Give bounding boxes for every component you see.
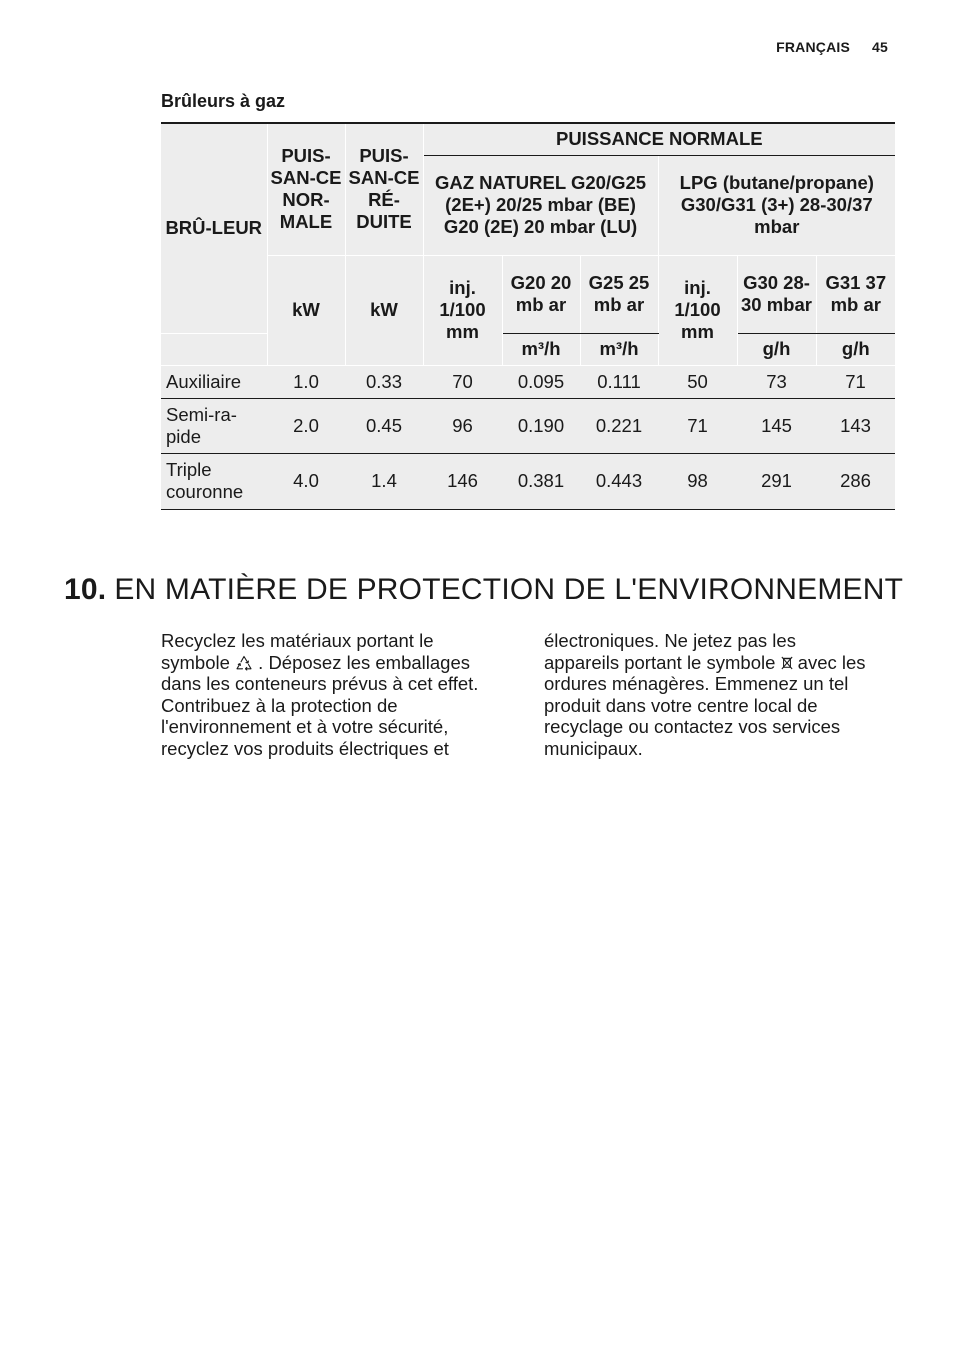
cell-g31: 71 bbox=[816, 365, 895, 398]
table-title: Brûleurs à gaz bbox=[161, 91, 286, 111]
unit-gh-g31: g/h bbox=[816, 333, 895, 365]
burner-name: Auxiliaire bbox=[161, 365, 267, 398]
running-header bbox=[776, 39, 888, 55]
table-row bbox=[161, 398, 895, 453]
header-bruleur: BRÛ-LEUR bbox=[161, 123, 267, 333]
header-bruleur-spacer bbox=[161, 333, 267, 365]
paragraph-contribute: Contribuez à la protection de l'environnement et à votre sécurité, recyclez vos produits électriques et bbox=[161, 694, 449, 759]
cell-g30: 145 bbox=[737, 398, 816, 453]
unit-m3h-g25: m³/h bbox=[580, 333, 658, 365]
cell-reduite: 1.4 bbox=[345, 453, 423, 509]
unit-m3h-g20: m³/h bbox=[502, 333, 580, 365]
cell-g25: 0.443 bbox=[580, 453, 658, 509]
cell-g30: 73 bbox=[737, 365, 816, 398]
header-g25: G25 25 mb ar bbox=[580, 255, 658, 333]
cell-g25: 0.111 bbox=[580, 365, 658, 398]
language-label: FRANÇAIS bbox=[776, 39, 851, 55]
page-number: 45 bbox=[872, 39, 888, 55]
crossed-bin-icon bbox=[781, 655, 793, 671]
text-weee-start: électroniques. Ne jetez pas les appareils portant le symbole bbox=[544, 630, 796, 673]
body-column-left bbox=[161, 630, 491, 759]
unit-kw-reduite: kW bbox=[345, 255, 423, 365]
header-puissance-normale-group: PUISSANCE NORMALE bbox=[423, 123, 895, 155]
cell-normale: 2.0 bbox=[267, 398, 345, 453]
cell-g20: 0.381 bbox=[502, 453, 580, 509]
cell-inj-ng: 70 bbox=[423, 365, 502, 398]
gas-burner-table bbox=[161, 122, 895, 510]
cell-g31: 286 bbox=[816, 453, 895, 509]
body-column-right bbox=[544, 630, 874, 759]
header-g30: G30 28-30 mbar bbox=[737, 255, 816, 333]
header-inj-ng: inj. 1/100 mm bbox=[423, 255, 502, 365]
section-number: 10. bbox=[64, 573, 107, 606]
header-g31: G31 37 mb ar bbox=[816, 255, 895, 333]
section-heading bbox=[64, 573, 903, 607]
cell-g30: 291 bbox=[737, 453, 816, 509]
header-inj-lpg: inj. 1/100 mm bbox=[658, 255, 737, 365]
cell-g31: 143 bbox=[816, 398, 895, 453]
burner-name: Triple couronne bbox=[161, 453, 267, 509]
text-recycle-end: . Déposez les emballages dans les conteneurs prévus à cet effet. bbox=[161, 651, 479, 694]
header-puissance-normale: PUIS-SAN-CE NOR-MALE bbox=[267, 123, 345, 255]
text-recycle-start: Recyclez les matériaux portant le symbole bbox=[161, 630, 434, 673]
text-weee-end: avec les ordures ménagères. Emmenez un tel produit dans votre centre local de recyclage ou contactez vos services municipaux. bbox=[544, 651, 866, 759]
burner-name: Semi-ra- pide bbox=[161, 398, 267, 453]
cell-inj-lpg: 50 bbox=[658, 365, 737, 398]
cell-inj-ng: 96 bbox=[423, 398, 502, 453]
cell-g25: 0.221 bbox=[580, 398, 658, 453]
paragraph-recycle bbox=[161, 630, 491, 695]
paragraph-weee bbox=[544, 630, 874, 759]
cell-inj-lpg: 71 bbox=[658, 398, 737, 453]
header-g20: G20 20 mb ar bbox=[502, 255, 580, 333]
section-title-text: EN MATIÈRE DE PROTECTION DE L'ENVIRONNEMENT bbox=[114, 573, 904, 606]
cell-g20: 0.095 bbox=[502, 365, 580, 398]
cell-g20: 0.190 bbox=[502, 398, 580, 453]
table-row bbox=[161, 453, 895, 509]
unit-gh-g30: g/h bbox=[737, 333, 816, 365]
header-puissance-reduite: PUIS-SAN-CE RÉ-DUITE bbox=[345, 123, 423, 255]
cell-inj-lpg: 98 bbox=[658, 453, 737, 509]
unit-kw-normale: kW bbox=[267, 255, 345, 365]
header-lpg: LPG (butane/propane) G30/G31 (3+) 28-30/37 mbar bbox=[658, 155, 895, 255]
cell-reduite: 0.45 bbox=[345, 398, 423, 453]
header-gaz-naturel: GAZ NATUREL G20/G25 (2E+) 20/25 mbar (BE) G20 (2E) 20 mbar (LU) bbox=[423, 155, 658, 255]
cell-normale: 1.0 bbox=[267, 365, 345, 398]
cell-reduite: 0.33 bbox=[345, 365, 423, 398]
cell-normale: 4.0 bbox=[267, 453, 345, 509]
cell-inj-ng: 146 bbox=[423, 453, 502, 509]
table-row bbox=[161, 365, 895, 398]
recycle-icon bbox=[235, 655, 253, 671]
